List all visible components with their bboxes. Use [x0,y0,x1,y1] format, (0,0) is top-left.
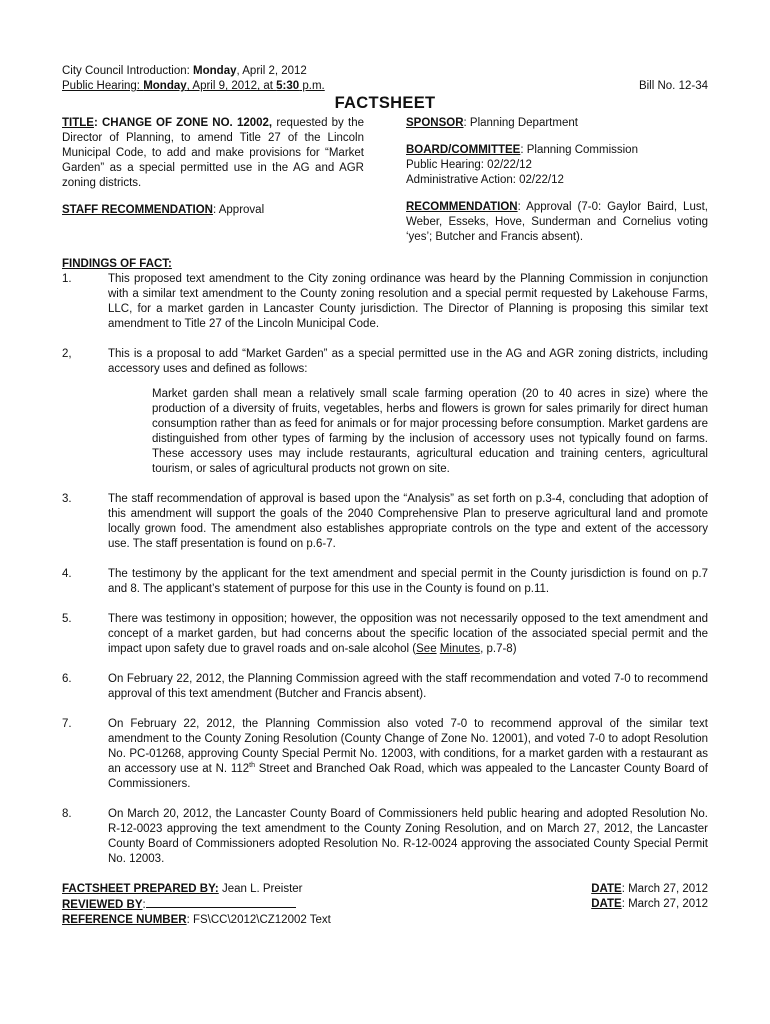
finding-item: 3. The staff recommendation of approval is based upon the “Analysis” as set forth on p.3-4, concluding that adoption of this amendment will support the goals of the 2040 Comprehensive Plan to preserve agricultural land and promote locally grown food. The amendment also establishes appropriate controls on the type and extent of the accessory use. The staff presentation is found on p.6-7. [62,493,708,550]
footer-right [591,882,708,928]
staff-recommendation: STAFF RECOMMENDATION: Approval [62,204,265,216]
see-reference: See [416,643,437,655]
market-garden-definition: Market garden shall mean a relatively small scale farming operation (20 to 40 acres in size) where the production of a diversity of fruits, vegetables, herbs and flowers is grown for sales primarily for direct human consumption rather than as feed for animals or for major processing before consumption. Market gardens are distinguished from other types of farming by the inclusion of accessory uses not typically found on farms. These accessory uses may include restaurants, agricultural education and training centers, agricultural tourism, or sales of agricultural products not grown on site. [152,388,708,475]
title-block: TITLE: CHANGE OF ZONE NO. 12002, requested by the Director of Planning, to amend Title 27 of the Lincoln Municipal Code, to add and make provisions for “Market Garden” as a special permitted use in the AG and AGR zoning districts. [62,117,364,189]
bill-number: Bill No. 12-34 [638,80,708,92]
reviewed-signature-line [146,897,296,908]
summary-columns [62,116,708,245]
sponsor: SPONSOR: Planning Department [406,117,578,129]
reference-number: REFERENCE NUMBER: FS\CC\2012\CZ12002 Text [62,914,331,926]
finding-item: 7. On February 22, 2012, the Planning Commission also voted 7-0 to recommend approval of the similar text amendment to the County Zoning Resolution (County Change of Zone No. 12001), and voted 7-0 to adopt Resolution No. PC-01268, approving County Special Permit No. 12003, with conditions, for a market garden with a restaurant as an accessory use at N. 112th Street and Branched Oak Road, which was appealed to the Lancaster County Board of Commissioners. [62,718,708,790]
findings-header: FINDINGS OF FACT: [62,258,172,270]
finding-item: 4. The testimony by the applicant for the text amendment and special permit in the County jurisdiction is found on p.7 and 8. The applicant’s statement of purpose for this use in the County is found on p.11. [62,568,708,595]
minutes-reference: Minutes [439,643,481,655]
summary-left [62,116,364,245]
document-footer [62,882,708,928]
findings-list [62,272,708,867]
reviewed-date: DATE: March 27, 2012 [591,898,708,910]
administrative-action-date: Administrative Action: 02/22/12 [406,174,564,186]
intro-line: City Council Introduction: Monday, April 2, 2012 [62,65,307,77]
footer-left [62,882,331,928]
page-title: FACTSHEET [334,94,436,112]
finding-item: 6. On February 22, 2012, the Planning Commission agreed with the staff recommendation and voted 7-0 to recommend approval of this text amendment (Butcher and Francis absent). [62,673,708,700]
finding-item: 2, This is a proposal to add “Market Garden” as a special permitted use in the AG and AGR zoning districts, including accessory uses and defined as follows: Market garden shall mean a relatively small scale farming operation (20 to 40 acres in size) where the production of a diversity of fruits, vegetables, herbs and flowers is grown for sales primarily for direct human consumption rather than as feed for animals or for major processing before consumption. Market gardens are distinguished from other types of farming by the inclusion of accessory uses not typically found on farms. These accessory uses may include restaurants, agricultural education and training centers, agricultural tourism, or sales of agricultural products not grown on site. [62,348,708,475]
factsheet-page [62,64,708,928]
prepared-by: FACTSHEET PREPARED BY: Jean L. Preister [62,883,303,895]
board-committee: BOARD/COMMITTEE: Planning Commission [406,144,638,156]
hearing-text: Public Hearing: Monday, April 9, 2012, at 5:30 p.m. [62,80,325,92]
finding-item: 1. This proposed text amendment to the City zoning ordinance was heard by the Planning Commission in conjunction with a similar text amendment to the County zoning resolution and a special permit requested by Lakehouse Farms, LLC, for a market garden in Lancaster County jurisdiction. The Director of Planning is proposing this similar text amendment to Title 27 of the Lincoln Municipal Code. [62,273,708,330]
public-hearing-date: Public Hearing: 02/22/12 [406,159,532,171]
hearing-line [62,79,708,94]
finding-item: 5. There was testimony in opposition; however, the opposition was not necessarily opposed to the text amendment and concept of a market garden, but had concerns about the specific location of the associated special permit and the impact upon safety due to gravel roads and on-sale alcohol (See Minutes, p.7-8) [62,613,708,655]
reviewed-by: REVIEWED BY: [62,897,331,913]
document-header [62,64,708,94]
summary-right [406,116,708,245]
prepared-date: DATE: March 27, 2012 [591,883,708,895]
finding-item: 8. On March 20, 2012, the Lancaster County Board of Commissioners held public hearing and adopted Resolution No. R-12-0023 approving the text amendment to the County Zoning Resolution, and on March 27, 2012, the Lancaster County Board of Commissioners adopted Resolution No. R-12-0024 approving the associated County Special Permit No. 12003. [62,808,708,865]
recommendation: RECOMMENDATION: Approval (7-0: Gaylor Baird, Lust, Weber, Esseks, Hove, Sunderman and Cornelius voting ‘yes’; Butcher and Francis absent). [406,201,708,243]
